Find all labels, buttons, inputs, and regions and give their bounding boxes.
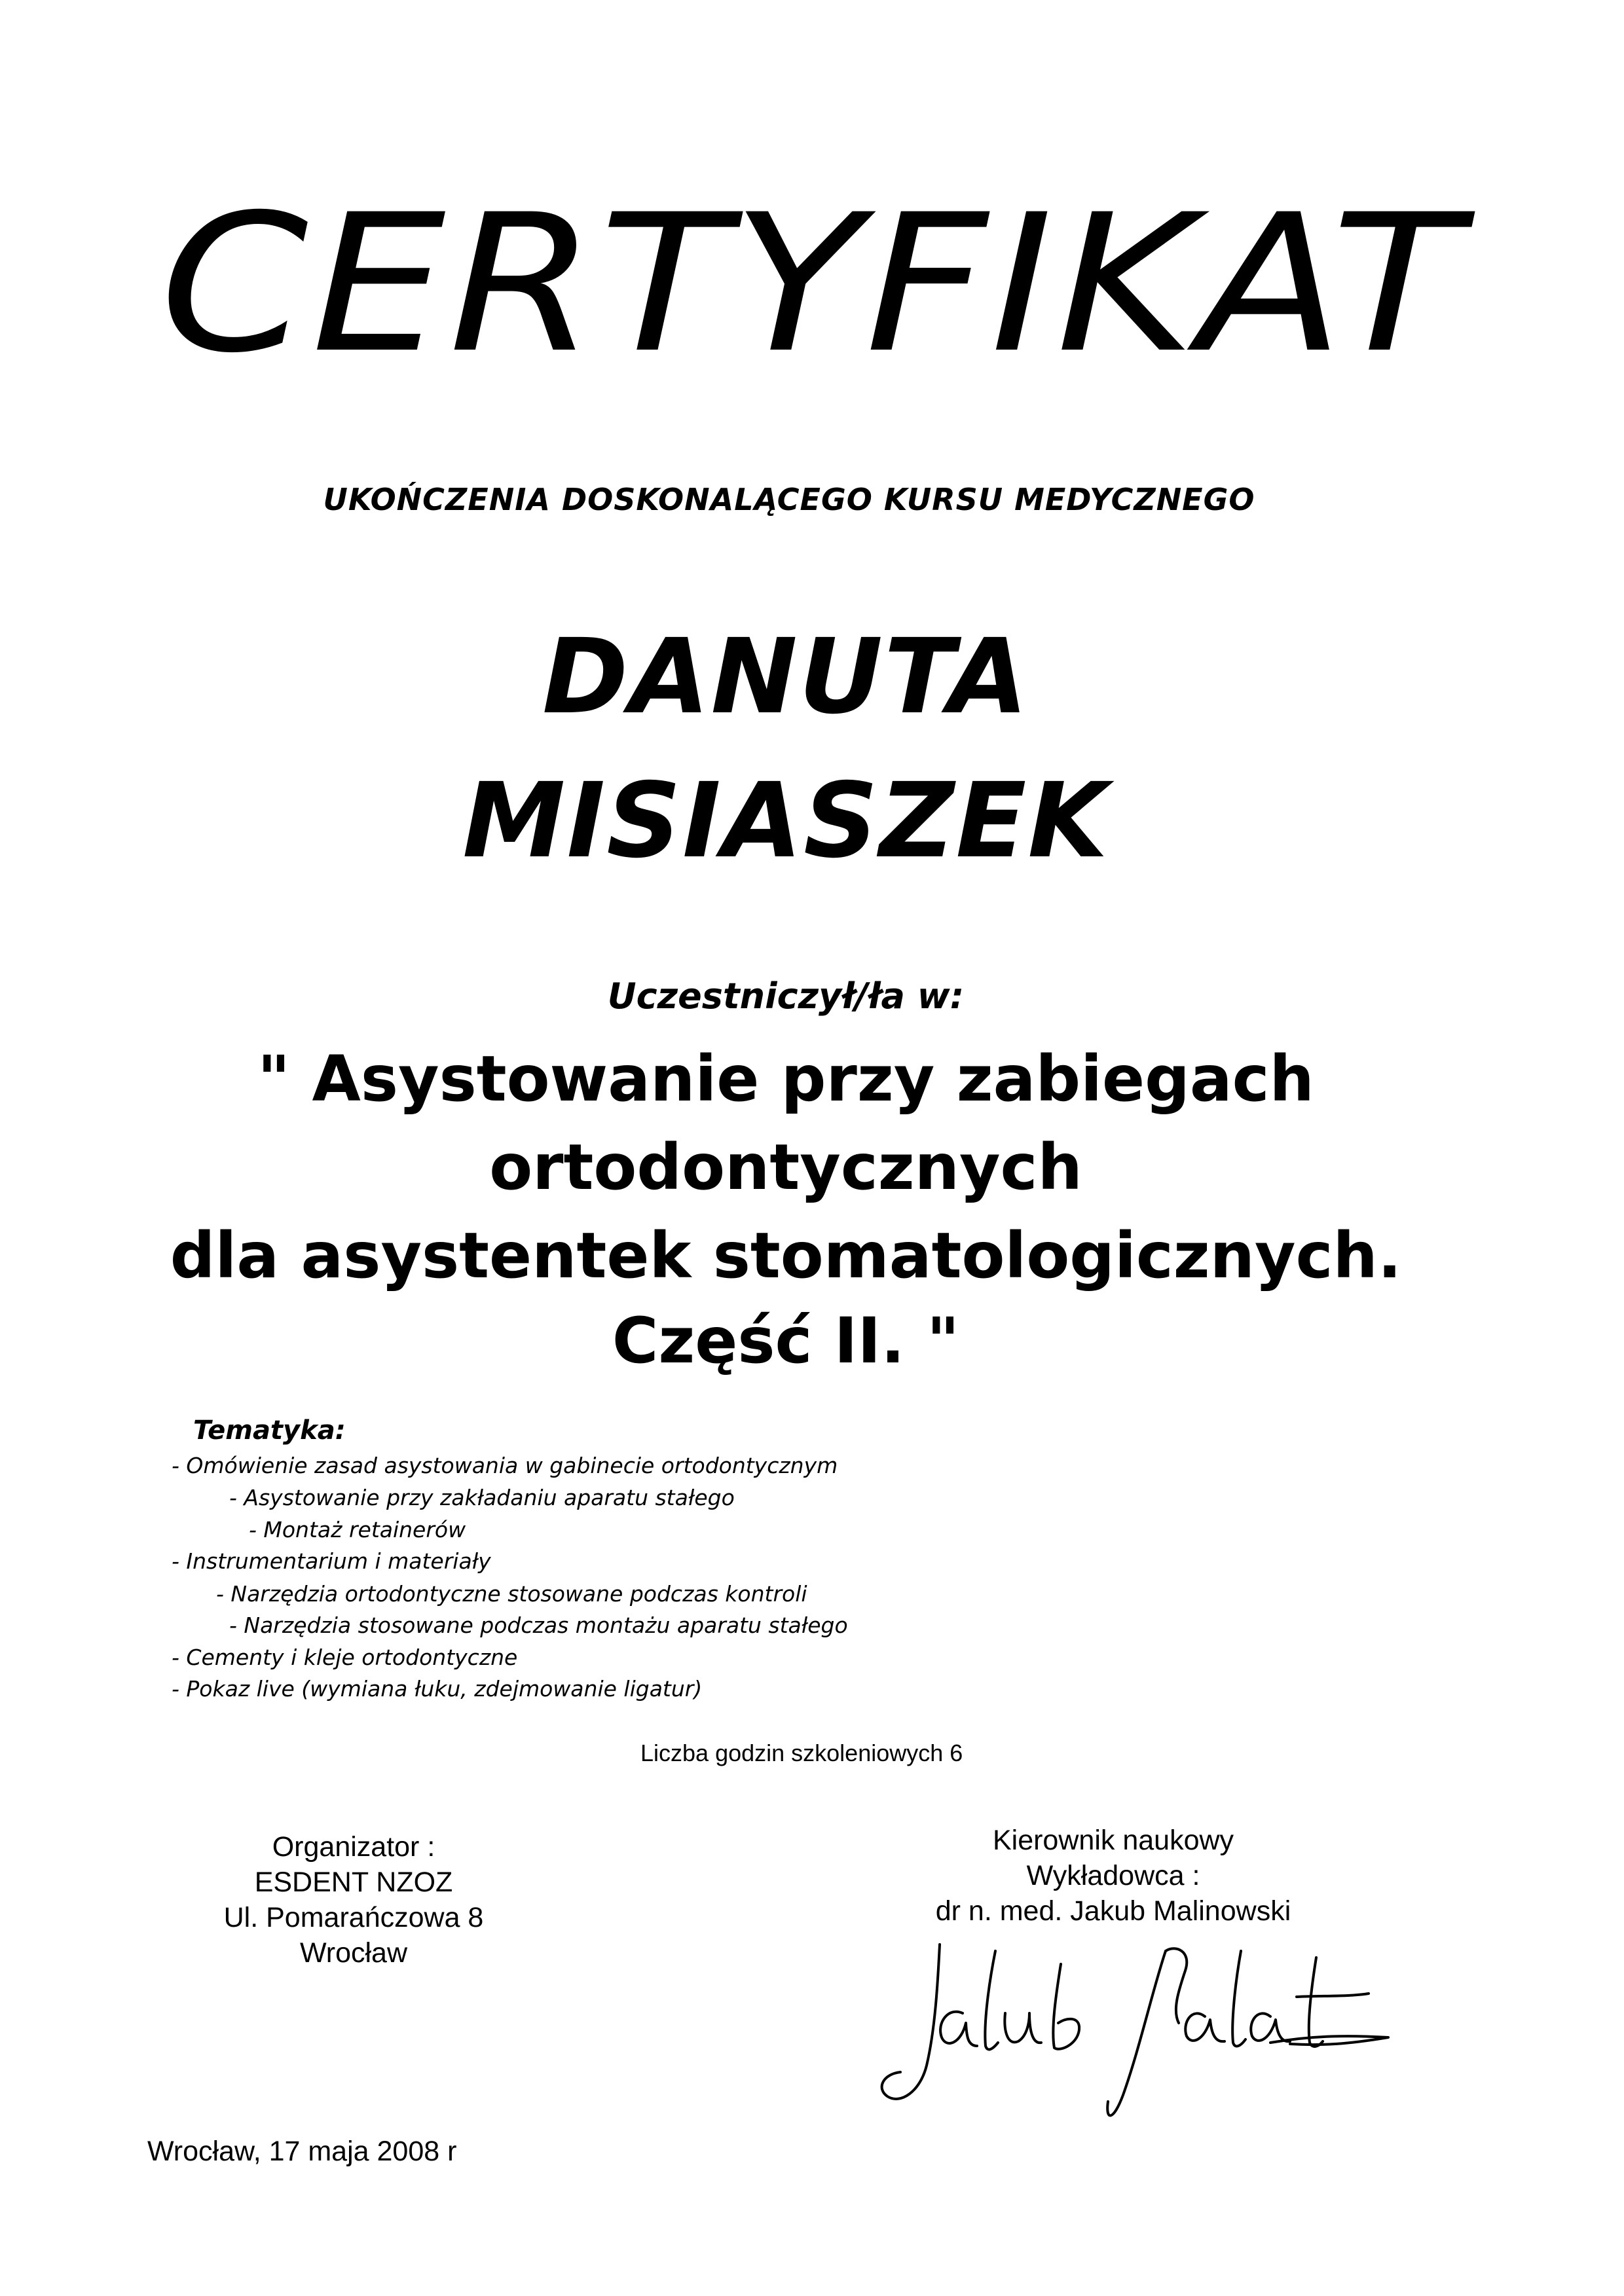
scientific-lead-block [897,1827,1329,1933]
organizer-name: ESDENT NZOZ [254,1867,453,1898]
topic-item: - Montaż retainerów [249,1517,466,1542]
topic-item: - Omówienie zasad asystowania w gabinecie ortodontycznym [172,1453,838,1478]
place-and-date: Wrocław, 17 maja 2008 r [147,2136,457,2167]
lecturer-label: Wykładowca : [1026,1860,1200,1891]
recipient-first-name: DANUTA [542,617,1029,737]
course-title-line: " Asystowanie przy zabiegach [257,1042,1314,1116]
topics-heading: Tematyka: [193,1415,346,1446]
topic-item: - Instrumentarium i materiały [172,1548,491,1574]
handwritten-signature [864,1925,1401,2128]
course-title-line: Część II. " [612,1304,960,1377]
organizer-city: Wrocław [299,1937,408,1969]
organizer-label: Organizator : [272,1831,435,1863]
topic-item: - Asystowanie przy zakładaniu aparatu stałego [229,1485,735,1510]
organizer-block [183,1833,524,1975]
recipient-last-name: MISIASZEK [462,761,1109,881]
course-title-line: dla asystentek stomatologicznych. [170,1219,1402,1292]
organizer-street: Ul. Pomarańczowa 8 [223,1902,484,1933]
course-title-line: ortodontycznych [489,1131,1082,1204]
topic-item: - Narzędzia stosowane podczas montażu aparatu stałego [229,1613,848,1638]
topic-item: - Narzędzia ortodontyczne stosowane podczas kontroli [216,1581,807,1607]
training-hours: Liczba godzin szkoleniowych 6 [640,1740,963,1766]
scientific-lead-label: Kierownik naukowy [992,1825,1234,1856]
topic-item: - Cementy i kleje ortodontyczne [172,1645,518,1670]
topic-item: - Pokaz live (wymiana łuku, zdejmowanie ligatur) [172,1676,703,1702]
participation-label: Uczestniczył/ła w: [607,975,965,1017]
lecturer-name: dr n. med. Jakub Malinowski [935,1895,1291,1927]
certificate-title: CERTYFIKAT [160,174,1464,395]
certificate-subtitle: UKOŃCZENIA DOSKONALĄCEGO KURSU MEDYCZNEGO [323,482,1255,517]
